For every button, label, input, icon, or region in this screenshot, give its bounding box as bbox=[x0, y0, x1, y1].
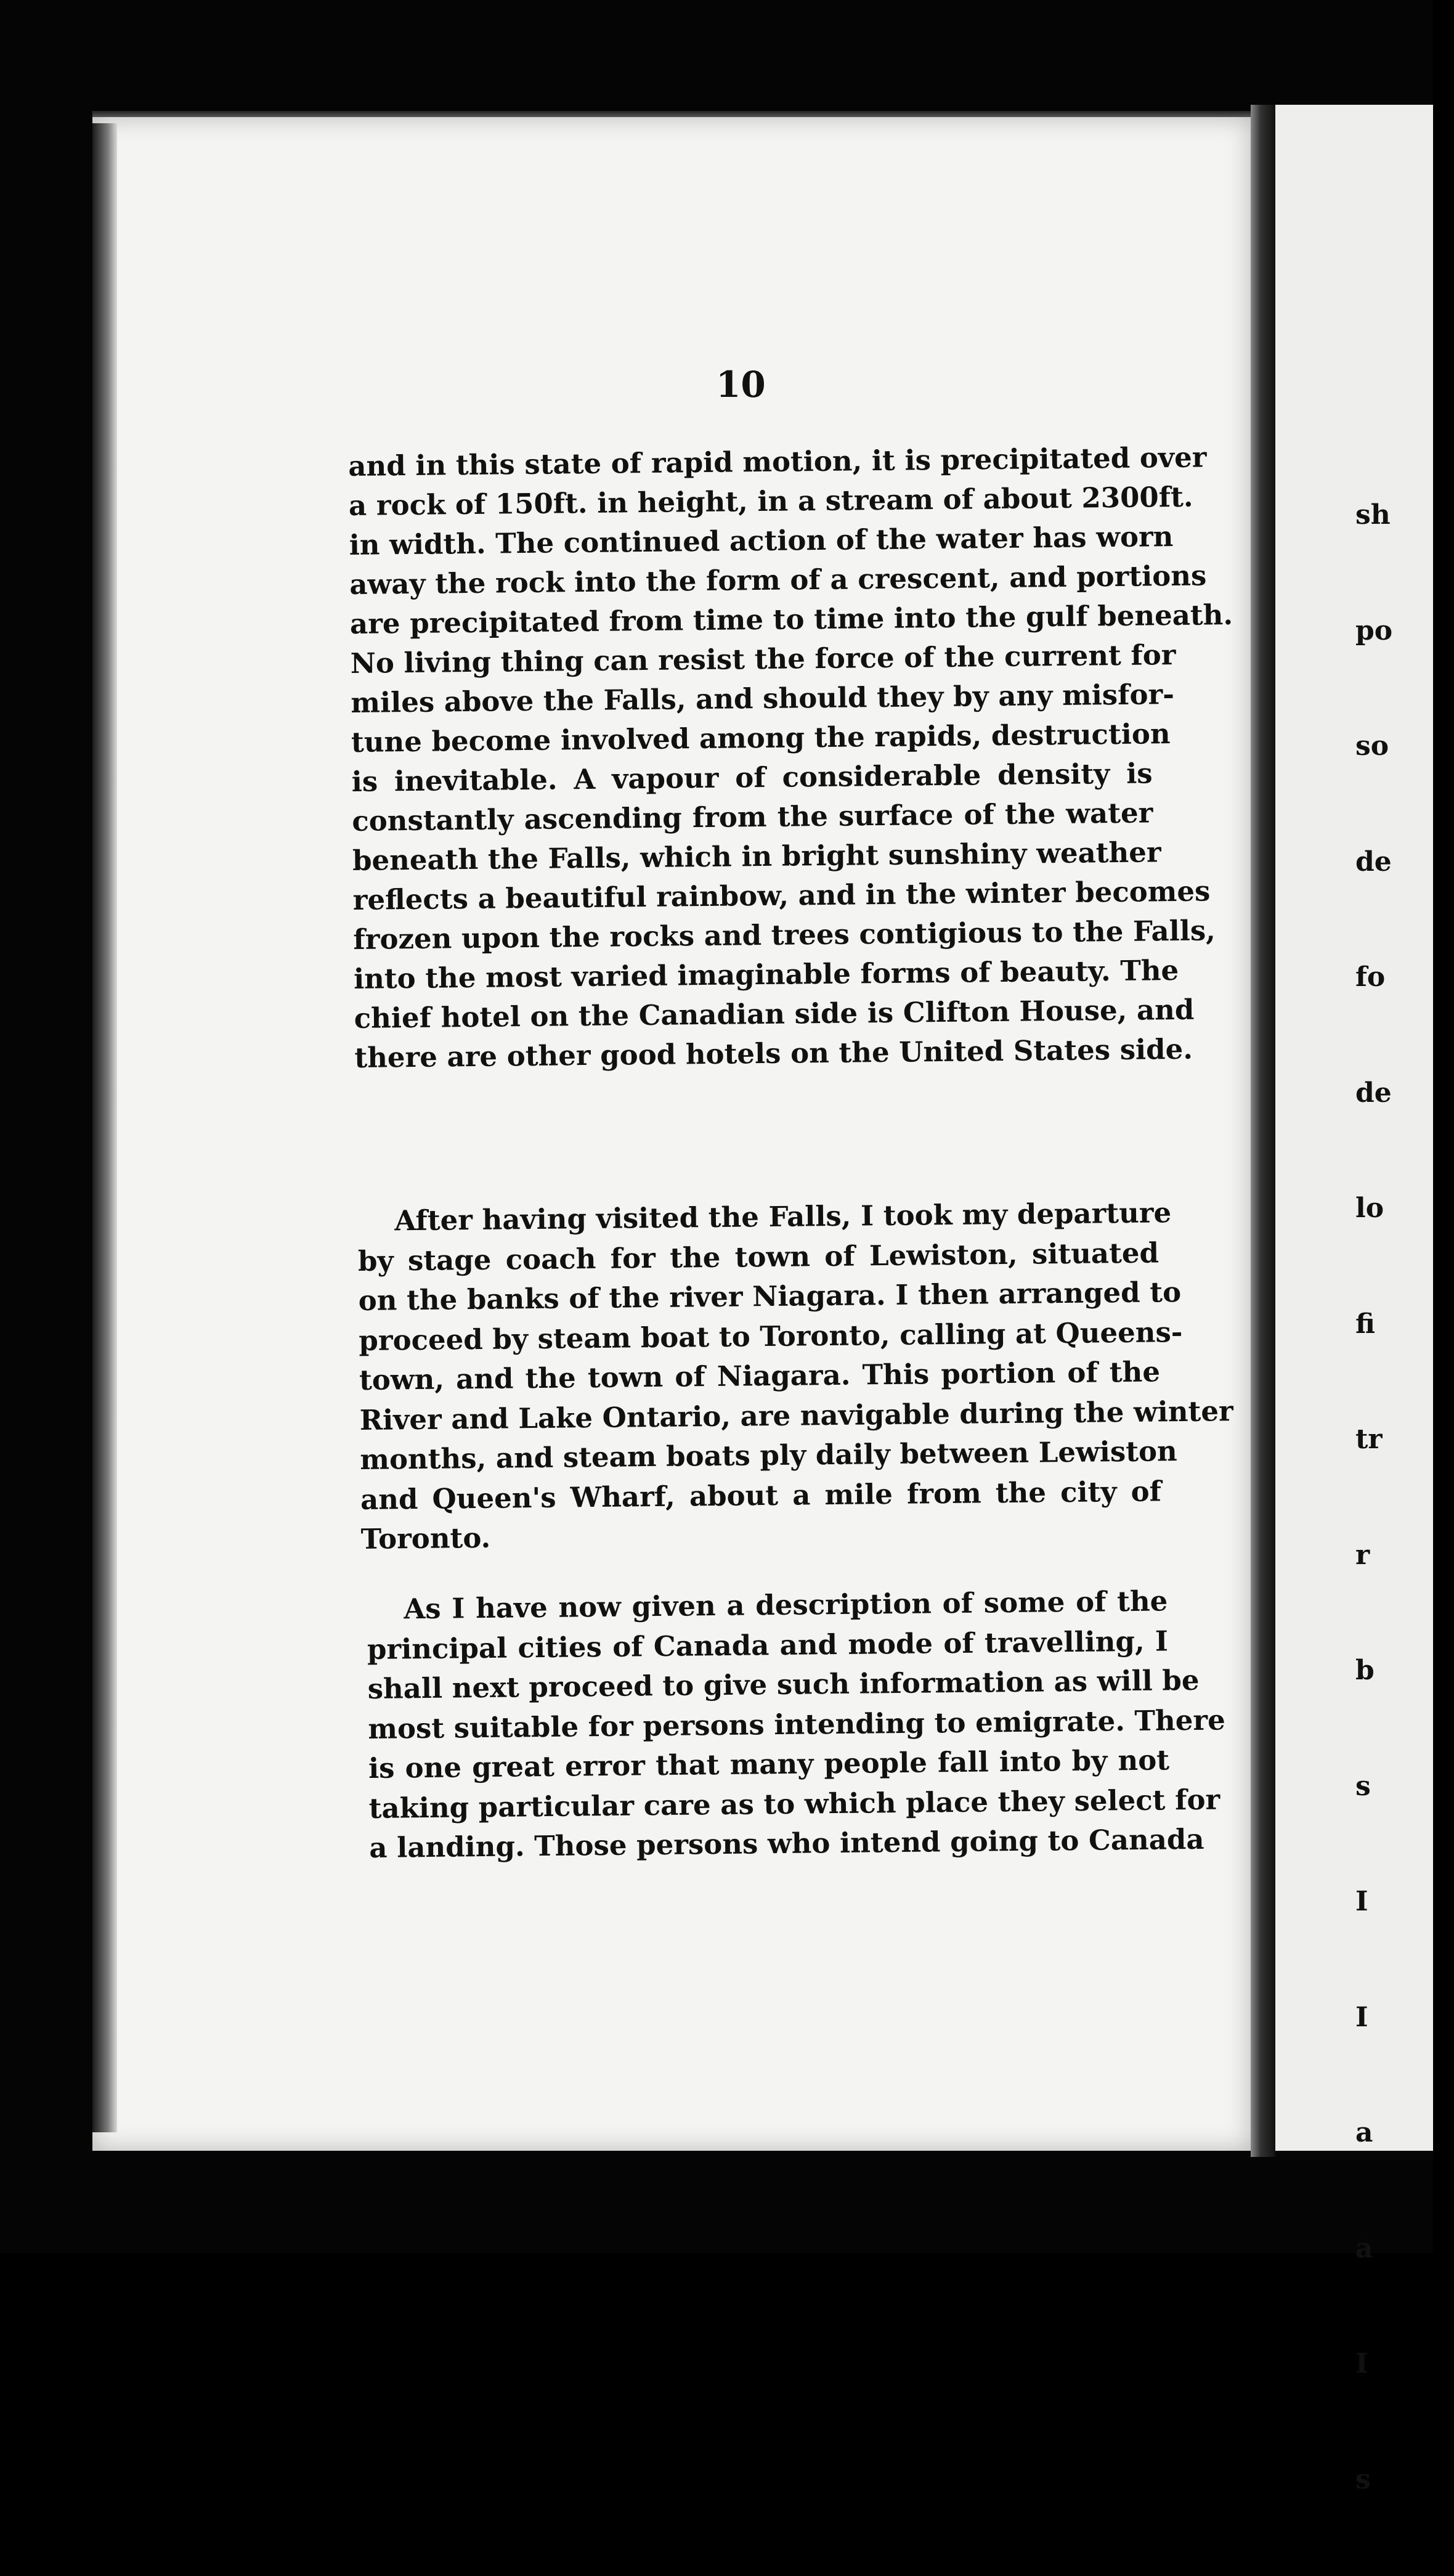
next-page-fragment: sh bbox=[1355, 499, 1391, 531]
text-line: After having visited the Falls, I took my departure bbox=[394, 1196, 1172, 1237]
book-gutter bbox=[1251, 105, 1275, 2157]
text-line: proceed by steam boat to Toronto, calling at Queens- bbox=[359, 1315, 1183, 1357]
text-line: and Queen's Wharf, about a mile from the city of bbox=[360, 1474, 1162, 1516]
next-page-fragment: b bbox=[1355, 1655, 1375, 1686]
text-line: town, and the town of Niagara. This portion of the bbox=[359, 1355, 1161, 1396]
next-page-fragment: tr bbox=[1355, 1424, 1383, 1455]
next-page-fragment: lo bbox=[1355, 1192, 1384, 1224]
paragraph-departure bbox=[357, 1193, 1233, 1559]
next-page-text-fragments bbox=[1355, 419, 1454, 2576]
next-page-fragment: so bbox=[1355, 730, 1389, 762]
text-line: by stage coach for the town of Lewiston, situated bbox=[357, 1236, 1160, 1278]
text-line: beneath the Falls, which in bright sunshiny weather bbox=[352, 836, 1161, 877]
next-page-fragment: fi bbox=[1355, 1308, 1375, 1340]
text-line: a landing. Those persons who intend going to Canada bbox=[369, 1822, 1204, 1864]
text-line: and in this state of rapid motion, it is precipitated over bbox=[348, 441, 1207, 483]
text-line: are precipitated from time to time into the gulf beneath. bbox=[349, 598, 1233, 640]
text-line: River and Lake Ontario, are navigable during the winter bbox=[359, 1394, 1233, 1437]
text-line: into the most varied imaginable forms of beauty. The bbox=[353, 953, 1179, 995]
text-line: As I have now given a description of some of the bbox=[404, 1584, 1168, 1626]
next-page-fragment: I bbox=[1355, 2001, 1368, 2033]
next-page-fragment: a bbox=[1355, 2117, 1373, 2148]
text-line: on the banks of the river Niagara. I then arranged to bbox=[358, 1276, 1182, 1317]
text-line: No living thing can resist the force of the current for bbox=[350, 638, 1176, 680]
next-page-fragment: de bbox=[1355, 846, 1392, 878]
next-page-fragment: s bbox=[1355, 1770, 1371, 1802]
text-line: is inevitable. A vapour of considerable density is bbox=[351, 757, 1153, 798]
text-line: reflects a beautiful rainbow, and in the winter becomes bbox=[352, 874, 1211, 916]
next-page-fragment: r bbox=[1355, 1539, 1370, 1571]
next-page-fragment: po bbox=[1355, 614, 1393, 646]
next-page-fragment: I bbox=[1355, 1886, 1368, 1917]
text-line: miles above the Falls, and should they by any misfor- bbox=[351, 677, 1175, 719]
next-page-fragment: de bbox=[1355, 1077, 1392, 1109]
text-line: a rock of 150ft. in height, in a stream of about 2300ft. bbox=[348, 480, 1193, 522]
paragraph-falls bbox=[348, 438, 1233, 1078]
text-line: shall next proceed to give such information as will be bbox=[367, 1663, 1200, 1705]
text-line: is one great error that many people fall into by not bbox=[368, 1743, 1170, 1785]
text-line: tune become involved among the rapids, destruction bbox=[351, 717, 1171, 759]
text-line: constantly ascending from the surface of the water bbox=[352, 796, 1153, 838]
text-line: taking particular care as to which place they select for bbox=[368, 1783, 1220, 1825]
text-line: Toronto. bbox=[360, 1521, 491, 1555]
text-line: months, and steam boats ply daily between Lewiston bbox=[360, 1435, 1177, 1476]
text-line: away the rock into the form of a crescent, and portions bbox=[349, 559, 1207, 601]
text-line: frozen upon the rocks and trees contigious to the Falls, bbox=[353, 914, 1216, 956]
text-line: in width. The continued action of the water has worn bbox=[349, 520, 1174, 561]
next-page-fragment: a bbox=[1355, 2232, 1373, 2264]
page-number: 10 bbox=[716, 364, 766, 406]
text-line: there are other good hotels on the United States side. bbox=[354, 1032, 1193, 1074]
text-line: chief hotel on the Canadian side is Clifton House, and bbox=[354, 993, 1195, 1035]
next-page-fragment: s bbox=[1355, 2463, 1371, 2495]
text-line: most suitable for persons intending to emigrate. There bbox=[368, 1703, 1225, 1745]
next-page-fragment: fo bbox=[1355, 961, 1386, 993]
text-line: principal cities of Canada and mode of travelling, I bbox=[367, 1624, 1169, 1666]
page-left-edge bbox=[92, 123, 117, 2132]
paragraph-emigration bbox=[367, 1581, 1225, 1868]
next-page-fragment: I bbox=[1355, 2348, 1368, 2379]
